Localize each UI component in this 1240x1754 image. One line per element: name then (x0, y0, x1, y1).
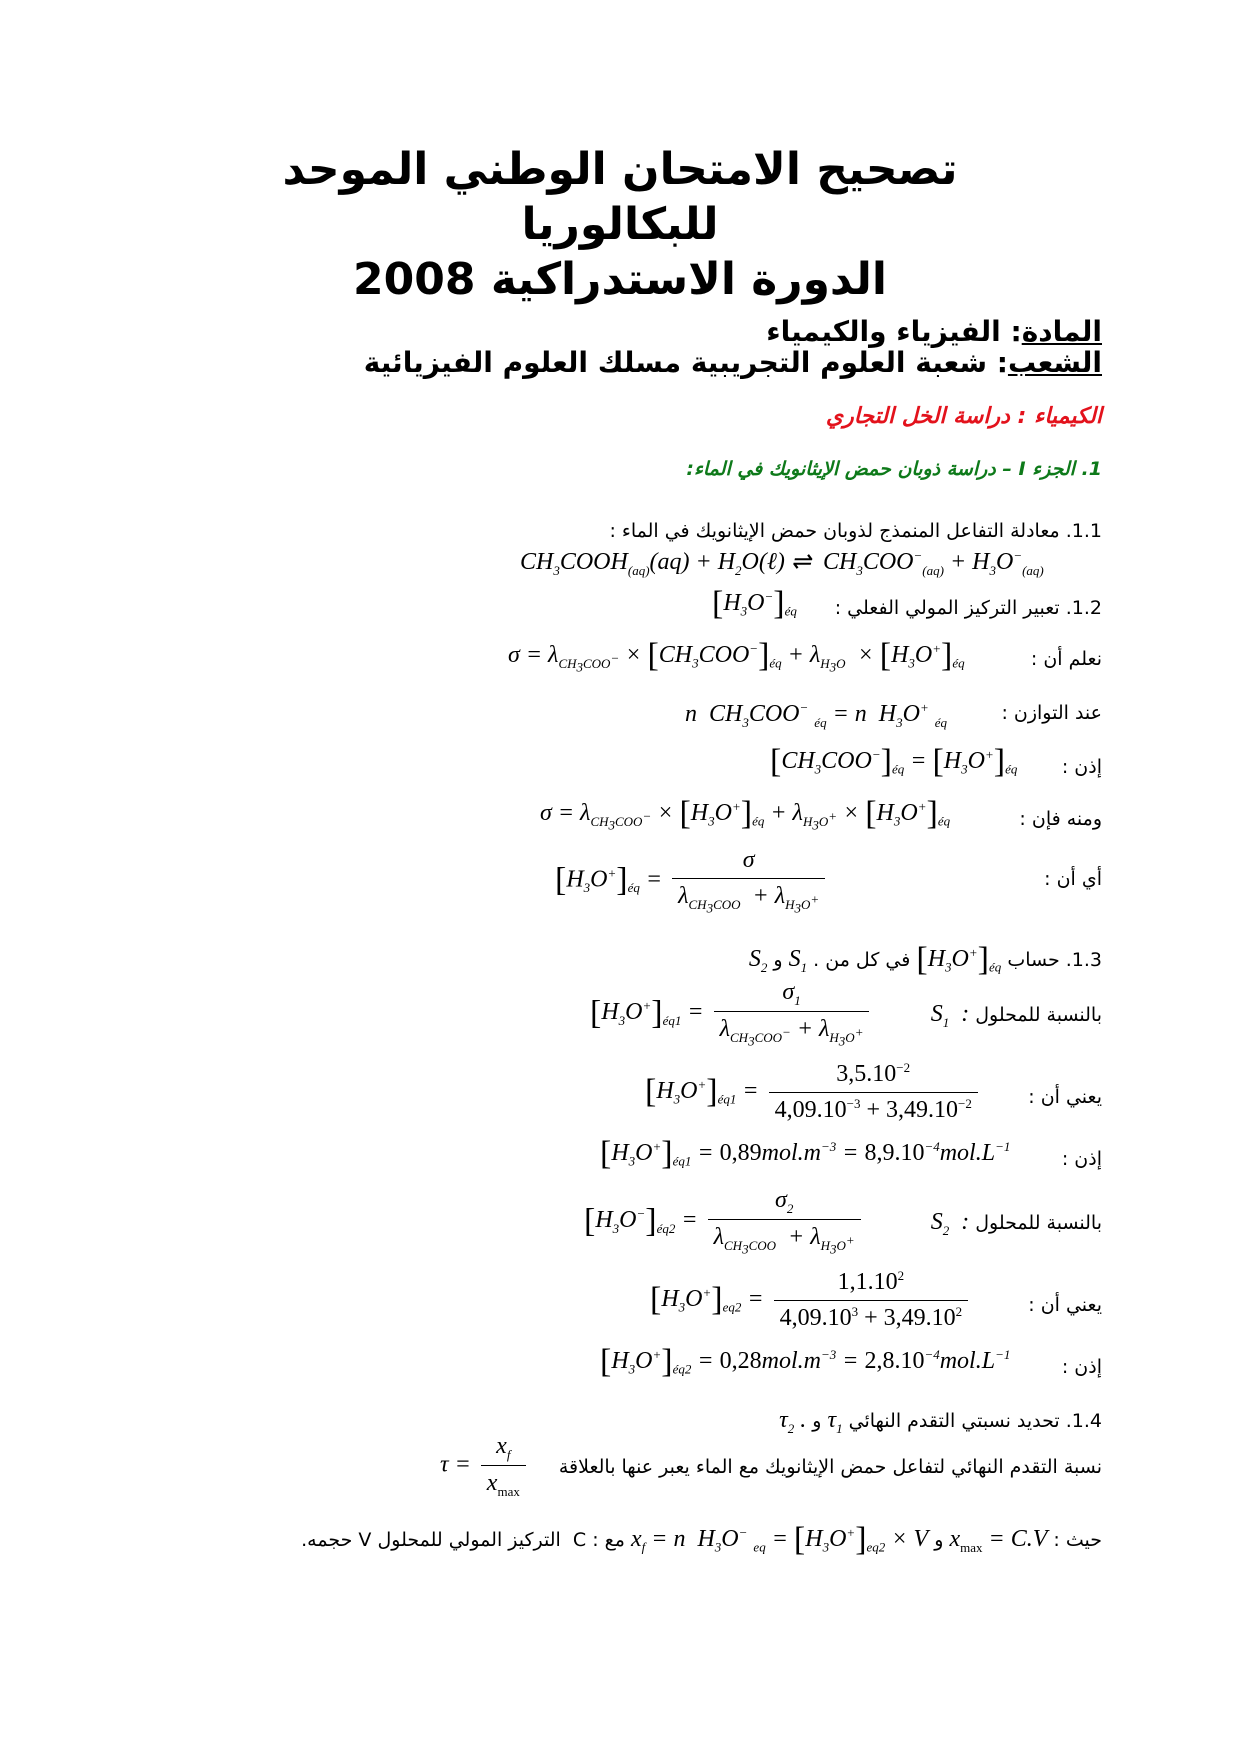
meaning-label-2: يعني أن : (1028, 1294, 1102, 1316)
that-is-label: أي أن : (1044, 868, 1102, 890)
sigma-simplified: $\sigma = \lambda_{CH_3COO^-} \times [H_3O^+]_{éq} + \lambda_{H_3O^+} \times [H_3O^+]_{éq}$ (540, 795, 951, 833)
then-label-2: إذن : (1061, 1148, 1102, 1170)
part-heading: 1. الجزء I – دراسة ذوبان حمض الإيثانويك في الماء: (686, 458, 1102, 480)
equation-dissolution: $CH_3COOH_{(aq)}(aq)$ + $H_2O(\ell)$ ⇌ $CH_3COO^-_{(aq)} + H_3O^-_{(aq)}$ (520, 548, 1044, 578)
branch-key: الشعب (1007, 346, 1102, 379)
hence-label: ومنه فإن : (1019, 808, 1102, 830)
q12-text: 1.2. تعبير التركيز المولي الفعلي : (834, 597, 1102, 619)
exam-title-line3: الدورة الاستدراكية 2008 (353, 254, 887, 305)
we-know-label: نعلم أن : (1030, 648, 1102, 670)
sigma-expression: $\sigma = \lambda_{CH_3COO^-} \times [CH_3COO^-]_{éq} + \lambda_{H_3O} \times [H_3O^+]_{éq}$ (508, 637, 965, 675)
subject-value: : الفيزياء والكيمياء (766, 315, 1022, 348)
s1-result: $[H_3O^+]_{éq1} = 0,89mol.m^{-3} = 8,9.10^{-4}mol.L^{-1}$ (600, 1135, 1011, 1172)
q13-text: 1.3. حساب (1007, 948, 1102, 971)
for-solution-s2: بالنسبة للمحلول $S_2$ : (930, 1209, 1102, 1238)
q14-text: 1.4. تحديد نسبتي التقدم النهائي (848, 1410, 1102, 1432)
then-label-1: إذن : (1061, 756, 1102, 778)
s2-numeric: $[H_3O^+]_{eq2}$ = $\frac{1,1.10^2}{4,09.10^3 + 3,49.10^2}$ (650, 1268, 972, 1333)
q14-line: 1.4. تحديد نسبتي التقدم النهائي $\tau_1$ و $\tau_2$ . (779, 1407, 1102, 1436)
subject-line (766, 315, 1102, 348)
q13-and: و (773, 948, 783, 971)
subject-key: المادة (1021, 315, 1102, 348)
chemistry-heading: الكيمياء : دراسة الخل التجاري (825, 404, 1102, 429)
s1-numeric: $[H_3O^+]_{éq1}$ = $\frac{3,5.10^{-2}}{4,09.10^{-3} + 3,49.10^{-2}}$ (645, 1060, 982, 1125)
branch-value: : شعبة العلوم التجريبية مسلك العلوم الفيزيائية (363, 346, 1008, 379)
then-label-3: إذن : (1061, 1356, 1102, 1378)
tau-formula: τ = $\frac{x_f}{x_{max}}$ (440, 1432, 530, 1500)
s2-formula: $[H_3O^-]_{éq2}$ = $\frac{\sigma_2}{\lambda_{CH_3COO} + \lambda_{H_3O^+}}$ (584, 1186, 865, 1257)
for-solution-s1: بالنسبة للمحلول $S_1$ : (930, 1001, 1102, 1030)
q13-conc: $[H_3O^+]_{éq}$ (916, 941, 1002, 978)
q13-in-each: في كل من . (813, 948, 911, 971)
q11-text: 1.1. معادلة التفاعل المنمذج لذوبان حمض الإيثانويك في الماء : (609, 520, 1102, 542)
equilibrium-equality: n $CH_3COO^-$ $_{éq}$ = n $H_3O^+$ $_{éq}$ (685, 700, 948, 730)
exam-title-line2: للبكالوريا (521, 199, 719, 250)
concentration-equality: $[CH_3COO^-]_{éq} = [H_3O^+]_{éq}$ (770, 743, 1018, 780)
tau-text: نسبة التقدم النهائي لتفاعل حمض الإيثانويك مع الماء يعبر عنها بالعلاقة (558, 1456, 1102, 1478)
final-line: التركيز المولي للمحلول V حجمه. C حيث : $x_{max} = C.V$ و $x_f = n$ $H_3O^-$ $_{eq} = [H_3O^+]_{eq2} \times V$ مع : (301, 1521, 1102, 1558)
branch-line (363, 346, 1102, 379)
q13-line: 1.3. حساب $[H_3O^+]_{éq}$ في كل من . $S_1$ و $S_2$ (749, 940, 1102, 981)
exam-title-line1: تصحيح الامتحان الوطني الموحد (282, 144, 958, 195)
s1-formula: $[H_3O^+]_{éq1}$ = $\frac{\sigma_1}{\lambda_{CH_3COO^-} + \lambda_{H_3O^+}}$ (590, 978, 873, 1049)
h3o-conc-expression: $[H_3O^-]_{éq}$ (712, 585, 797, 622)
meaning-label-1: يعني أن : (1028, 1086, 1102, 1108)
s2-result: $[H_3O^+]_{éq2} = 0,28mol.m^{-3} = 2,8.10^{-4}mol.L^{-1}$ (600, 1343, 1011, 1380)
equilibrium-label: عند التوازن : (1001, 702, 1102, 724)
h3o-formula: $[H_3O^+]_{éq}$ = $\frac{\sigma}{\lambda_{CH_3COO} + \lambda_{H_3O^+}}$ (555, 846, 829, 916)
